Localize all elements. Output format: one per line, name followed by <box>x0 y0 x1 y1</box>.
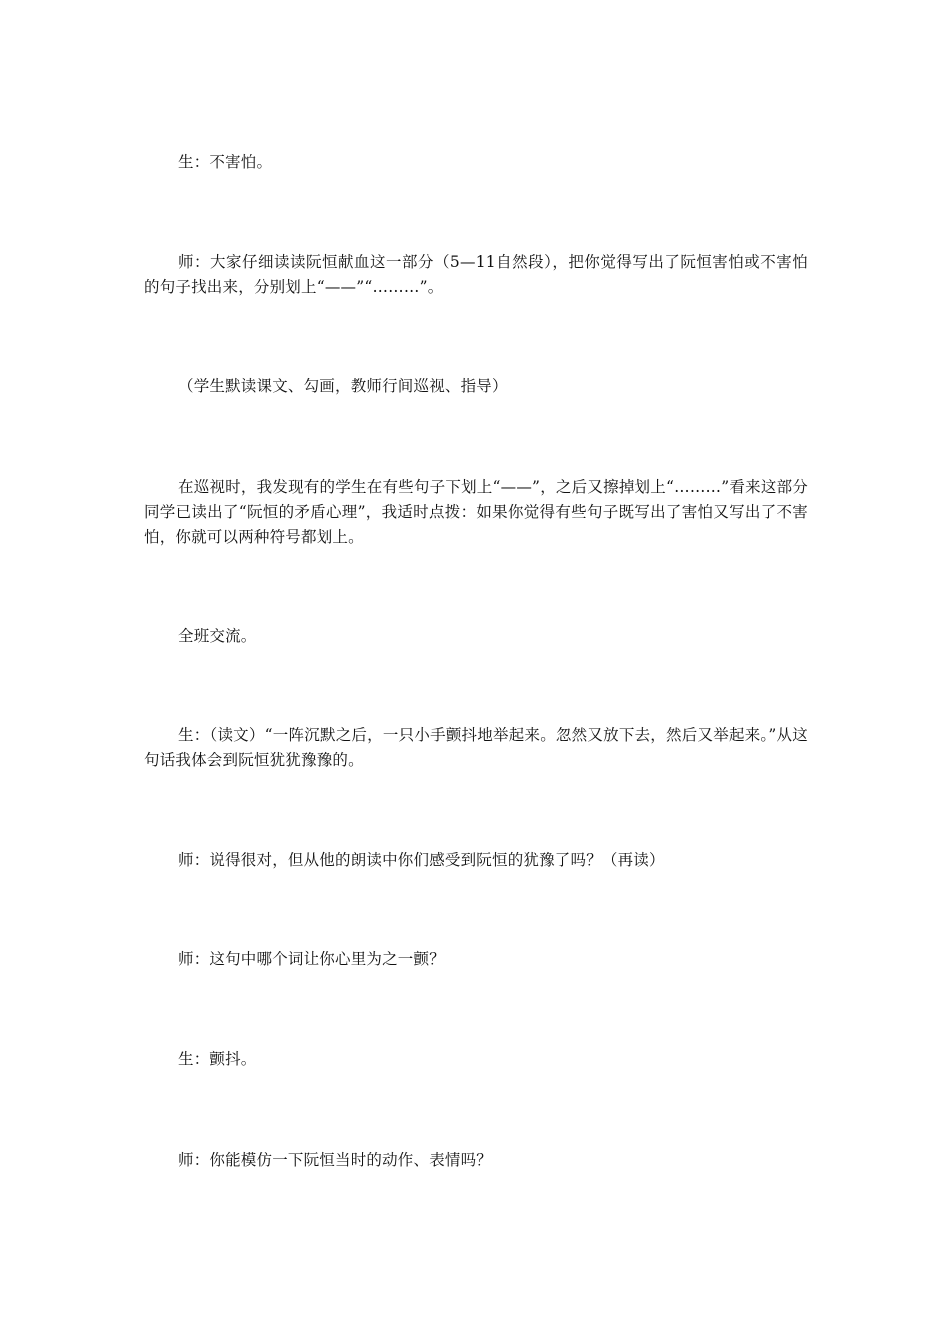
paragraph-silent-reading-note: （学生默读课文、勾画，教师行间巡视、指导） <box>178 377 508 395</box>
paragraph-teacher-reread: 师：说得很对，但从他的朗读中你们感受到阮恒的犹豫了吗？（再读） <box>178 851 665 869</box>
paragraph-teacher-question-word: 师：这句中哪个词让你心里为之一颤？ <box>178 950 445 968</box>
paragraph-patrol-observation: 在巡视时，我发现有的学生在有些句子下划上“——”，之后又擦掉划上“………”看来这部分同学已读出了“阮恒的矛盾心理”，我适时点拨：如果你觉得有些句子既写出了害怕又写出了不害怕，你就可以两种符号都划上。 <box>144 478 808 546</box>
paragraph-teacher-imitate: 师：你能模仿一下阮恒当时的动作、表情吗？ <box>178 1151 493 1169</box>
paragraph-student-reading: 生：（读文）“一阵沉默之后，一只小手颤抖地举起来。忽然又放下去，然后又举起来。”从这句话我体会到阮恒犹犹豫豫的。 <box>144 726 808 769</box>
paragraph-student-not-afraid: 生：不害怕。 <box>178 153 273 171</box>
paragraph-student-answer-tremble: 生：颤抖。 <box>178 1050 257 1068</box>
paragraph-teacher-instruction: 师：大家仔细读读阮恒献血这一部分（5—11自然段），把你觉得写出了阮恒害怕或不害怕的句子找出来，分别划上“——”“………”。 <box>144 253 808 296</box>
paragraph-class-discussion: 全班交流。 <box>178 627 257 645</box>
